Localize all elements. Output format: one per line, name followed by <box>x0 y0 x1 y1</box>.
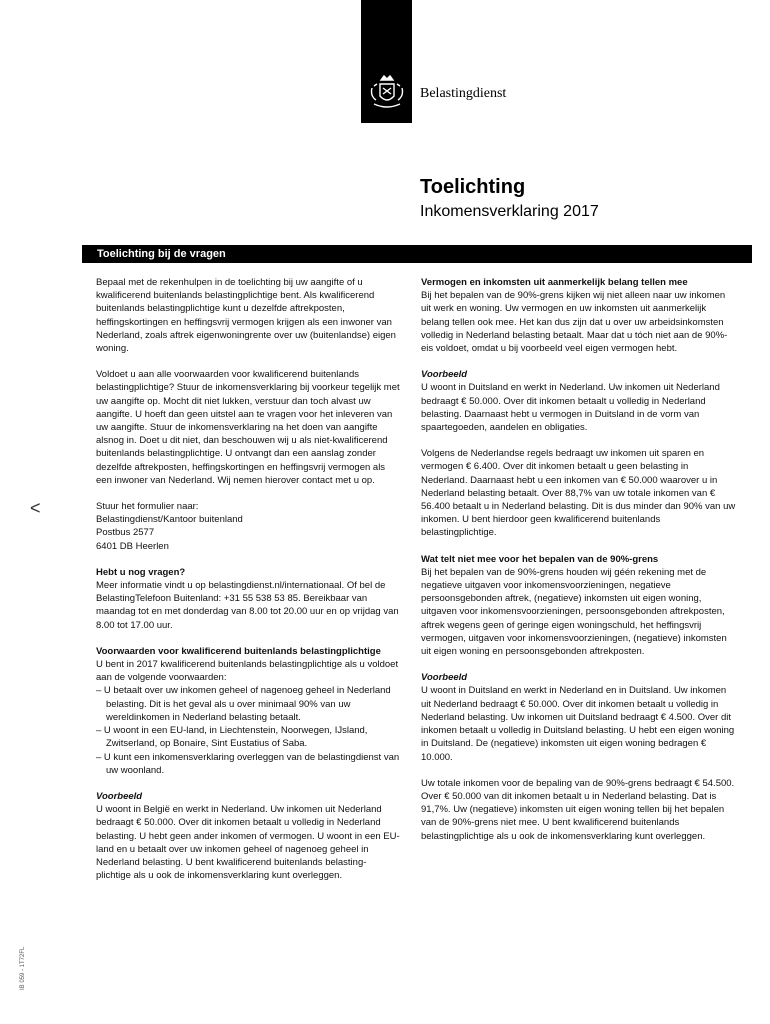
questions-text: Meer informatie vindt u op belastingdienst.nl/internationaal. Of bel de BelastingTelefoon Buitenland: +31 55 538 53 85. Bereikbaar van maandag tot en met donderdag van 8.00 tot 20.00 uur en op vrijdag van 8.00 tot 17.00 uur. <box>96 580 399 631</box>
example-label: Voorbeeld <box>421 369 468 381</box>
condition-item: – U woont in een EU-land, in Liechtenstein, Noorwegen, IJsland, Zwitserland, op Bonaire, Sint Eustatius of Saba. <box>96 725 368 750</box>
right-column <box>421 276 736 856</box>
example-text: U woont in Duitsland en werkt in Nederland. Uw inkomen uit Nederland bedraagt € 50.000. Over dit inkomen betaalt u volledig in Nederland belasting. Daarnaast hebt u vermogen in Duitsland in de vorm van spaartegoeden, aandelen en obligaties. <box>421 382 720 434</box>
excluded-text: Bij het bepalen van de 90%-grens houden wij géén rekening met de negatieve uitgaven voor inkomensvoorzieningen, negatieve persoonsgebonden aftrek, (negatieve) inkomsten uit eigen woning, uitgaven voor inkomensvoorzieningen, persoonsgebonden aftrekposten, aftrek wegens geen of geringe eigen woningschuld, het heffingsvrij vermogen, uitgaven voor inkomensvoorzieningen, (negatieve) inkomsten uit eigen woning en persoonsgebonden aftrekposten. <box>421 566 727 658</box>
address-line-2: Postbus 2577 <box>96 527 155 539</box>
example-text: U woont in Duitsland en werkt in Nederland en in Duitsland. Uw inkomen uit Nederland bedraagt € 50.000. Over dit inkomen betaalt u volledig in Nederland belasting. Uw inkomen uit Duitsland bedraagt € 4.500. Over dit inkomen betaalt u volledig in Duitsland belasting. U hebt een eigen woning in Duitsland. De (negatieve) inkomsten uit eigen woning bedragen € 10.000. <box>421 685 735 763</box>
conditions-intro: U bent in 2017 kwalificerend buitenlands belastingplichtige als u voldoet aan de volgende voorwaarden: <box>96 659 399 684</box>
left-column <box>96 276 401 895</box>
capital-heading: Vermogen en inkomsten uit aanmerkelijk belang tellen mee <box>421 277 688 288</box>
page-subtitle: Inkomensverklaring 2017 <box>420 203 599 220</box>
excluded-heading: Wat telt niet mee voor het bepalen van de 90%-grens <box>421 553 659 565</box>
send-paragraph: Voldoet u aan alle voorwaarden voor kwalificerend buitenlands belastingplichtige? Stuur de inkomensverklaring bij voorkeur tegelijk met uw aangifte op. Mocht dit niet lukken, verstuur dan toch alvast uw aangifte. U hoeft dan geen uitstel aan te vragen voor het inleveren van uw aangifte. Stuur de inkomensverklaring na het doen van aangifte alsnog in. <box>96 369 400 447</box>
section-header: Toelichting bij de vragen <box>82 245 752 263</box>
example-label: Voorbeeld <box>421 672 468 684</box>
address-line-1: Belastingdienst/Kantoor buitenland <box>96 514 243 526</box>
address-line-3: 6401 DB Heerlen <box>96 540 169 552</box>
questions-heading: Hebt u nog vragen? <box>96 566 186 578</box>
brand-name: Belastingdienst <box>420 86 507 101</box>
savings-text: Volgens de Nederlandse regels bedraagt uw inkomen uit sparen en vermogen € 6.400. Over dit inkomen betaalt u geen belasting in Nederland. Daarnaast hebt u een inkomen van € 50.000 waarover u in Nederland belasting betaalt. Over 88,7% van uw totale inkomen van € 56.400 betaalt u in Nederland belasting. Dit is dus minder dan 90% van uw inkomen. U bent hierdoor geen kwalificerend buitenlands belastingplichtige. <box>421 448 736 539</box>
address-intro: Stuur het formulier naar: <box>96 501 199 513</box>
document-reference: IB 059 - 1T72FL <box>20 946 26 990</box>
non-qualifying-paragraph: Doet u dit niet, dan beschouwen wij u als niet-kwalificerend buitenlands belastingplichtige. U ontvangt dan een aanslag zonder dezelfde aftrekposten, heffingskortingen en heffingsvrij vermogen als een inwoner van Nederland. Wij nemen hierover contact met u op. <box>96 435 388 486</box>
capital-text: Bij het bepalen van de 90%-grens kijken wij niet alleen naar uw inkomen uit werk en woning. Uw vermogen en uw inkomsten uit aanmerkelijk belang tellen ook mee. Het kan dus zijn dat u over uw arbeidsinkomsten volledig in Nederland belasting betaalt. Maar dat u tóch niet aan de 90%-eis voldoet, omdat u bij voorbeeld veel eigen vermogen hebt. <box>421 290 728 355</box>
example-label: Voorbeeld <box>96 790 143 802</box>
intro-paragraph: Bepaal met de rekenhulpen in de toelichting bij uw aangifte of u kwalificerend buitenlands belastingplichtige bent. Als kwalificerend buitenlands belastingplichtige kunt u dezelfde aftrekposten, heffingskortingen en heffingsvrij vermogen krijgen als een inwoner van Nederland, zoals aftrek eigenwoningrente over uw (buitenlandse) eigen woning. <box>96 277 396 355</box>
condition-item: – U kunt een inkomensverklaring overleggen van de belastingdienst van uw woonland. <box>96 751 400 776</box>
conditions-heading: Voorwaarden voor kwalificerend buitenlands belastingplichtige <box>96 645 381 657</box>
conditions-list <box>96 684 401 776</box>
total-income-text: Uw totale inkomen voor de bepaling van de 90%-grens bedraagt € 54.500. Over € 50.000 van dit inkomen betaalt u in Nederland belasting. Dat is 91,7%. Uw (negatieve) inkomsten uit eigen woning tellen bij het bepalen van de 90%-grens niet mee. U bent kwalificerend buitenlands belastingplichtige als u ook de inkomensverklaring kunt overleggen. <box>421 777 735 842</box>
voorwaarden-paragraph <box>96 368 401 487</box>
logo-bar <box>361 0 412 123</box>
crest-icon <box>361 74 412 115</box>
condition-item: – U betaalt over uw inkomen geheel of nagenoeg geheel in Nederland belasting. Dit is het geval als u over minimaal 90% van uw wereldinkomen in Nederland belasting betaalt. <box>96 685 391 723</box>
page-title: Toelichting <box>420 176 526 198</box>
back-arrow-icon[interactable]: < <box>30 498 41 518</box>
example-text: U woont in België en werkt in Nederland. Uw inkomen uit Nederland bedraagt € 50.000. Over dit inkomen betaalt u volledig in Nederland belasting. U hebt geen ander inkomen of vermogen. U woont in een EU-land en u betaalt over uw inkomen geheel of nagenoeg geheel in Nederland belasting. U bent kwalificerend buitenlands belasting-plichtige als u ook de inkomensverklaring kunt overleggen. <box>96 804 400 882</box>
address-block <box>96 500 401 553</box>
